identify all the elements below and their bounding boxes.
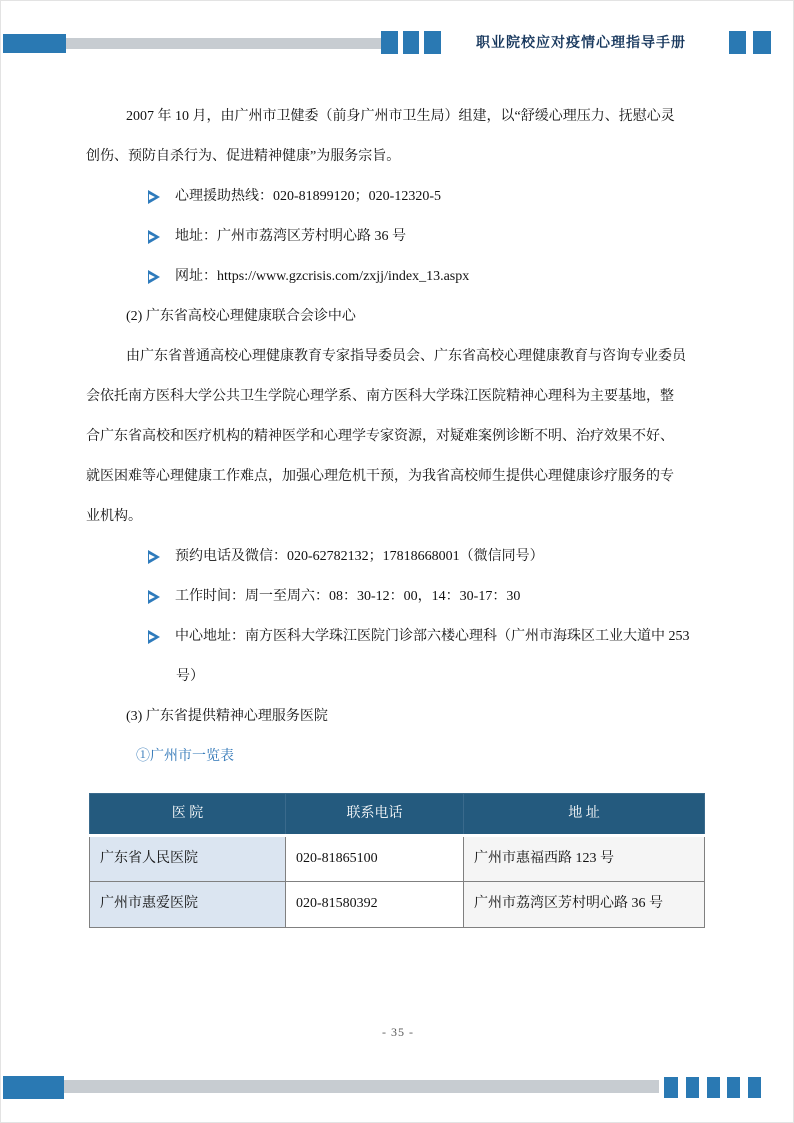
bullet-text: 心理援助热线：020-81899120；020-12320-5 <box>175 189 441 204</box>
table-row <box>90 836 705 882</box>
bullet-text: 中心地址：南方医科大学珠江医院门诊部六楼心理科（广州市海珠区工业大道中 253 <box>175 629 690 644</box>
section-heading-2: (2) 广东省高校心理健康联合会诊中心 <box>126 309 356 324</box>
footer-accent-square-icon <box>686 1077 699 1098</box>
bullet-item-work-hours <box>86 577 708 617</box>
arrow-bullet-icon <box>148 590 161 604</box>
bullet-text: 工作时间：周一至周六：08：30-12：00，14：30-17：30 <box>175 589 521 604</box>
address-cell: 广州市惠福西路 123 号 <box>464 836 705 882</box>
header-accent-square-icon <box>381 31 398 54</box>
footer-left-bar-icon <box>3 1076 64 1099</box>
page-number: - 35 - <box>382 1025 414 1039</box>
arrow-bullet-icon <box>148 550 161 564</box>
bullet-item-website <box>86 257 708 297</box>
body-content <box>86 97 708 928</box>
paragraph-line: 创伤、预防自杀行为、促进精神健康”为服务宗旨。 <box>86 149 401 164</box>
header-accent-square-icon <box>753 31 771 54</box>
footer-accent-square-icon <box>707 1077 720 1098</box>
address-cell: 广州市荔湾区芳村明心路 36 号 <box>464 882 705 928</box>
col-header-hospital: 医 院 <box>90 794 286 836</box>
footer-accent-square-icon <box>664 1077 678 1098</box>
header-left-bar-icon <box>3 34 66 53</box>
bullet-text: 网址：https://www.gzcrisis.com/zxjj/index_13.aspx <box>175 269 470 284</box>
footer-accent-square-icon <box>727 1077 740 1098</box>
paragraph-line: 合广东省高校和医疗机构的精神医学和心理学专家资源，对疑难案例诊断不明、治疗效果不好、 <box>86 429 674 444</box>
bullet-continuation-line: 号） <box>176 669 204 684</box>
footer-accent-square-icon <box>748 1077 761 1098</box>
col-header-address: 地 址 <box>464 794 705 836</box>
bullet-item-booking-phone <box>86 537 708 577</box>
header-gray-rule <box>66 38 381 49</box>
paragraph-line: 2007 年 10 月，由广州市卫健委（前身广州市卫生局）组建，以“舒缓心理压力、抚慰心灵 <box>126 109 675 124</box>
header-accent-square-icon <box>403 31 419 54</box>
arrow-bullet-icon <box>148 230 161 244</box>
hospital-name-cell: 广东省人民医院 <box>90 836 286 882</box>
paragraph-line: 由广东省普通高校心理健康教育专家指导委员会、广东省高校心理健康教育与咨询专业委员 <box>126 349 686 364</box>
bullet-item-center-address <box>86 617 708 657</box>
footer-gray-rule <box>64 1080 659 1093</box>
phone-cell: 020-81580392 <box>286 882 464 928</box>
bullet-text: 地址：广州市荔湾区芳村明心路 36 号 <box>175 229 406 244</box>
paragraph-line: 就医困难等心理健康工作难点，加强心理危机干预，为我省高校师生提供心理健康诊疗服务的专 <box>86 469 674 484</box>
header-accent-square-icon <box>729 31 746 54</box>
bullet-item-address <box>86 217 708 257</box>
table-header-row <box>90 794 705 836</box>
header-accent-square-icon <box>424 31 441 54</box>
arrow-bullet-icon <box>148 630 161 644</box>
paragraph-line: 会依托南方医科大学公共卫生学院心理学系、南方医科大学珠江医院精神心理科为主要基地，整 <box>86 389 674 404</box>
hospital-table <box>89 793 705 928</box>
paragraph-line: 业机构。 <box>86 509 142 524</box>
document-header-title: 职业院校应对疫情心理指导手册 <box>476 34 686 50</box>
arrow-bullet-icon <box>148 270 161 284</box>
hospital-name-cell: 广州市惠爱医院 <box>90 882 286 928</box>
bullet-item-hotline <box>86 177 708 217</box>
table-row <box>90 882 705 928</box>
section-heading-3: (3) 广东省提供精神心理服务医院 <box>126 709 328 724</box>
arrow-bullet-icon <box>148 190 161 204</box>
table-caption: ①广州市一览表 <box>136 749 234 764</box>
phone-cell: 020-81865100 <box>286 836 464 882</box>
bullet-text: 预约电话及微信：020-62782132；17818668001（微信同号） <box>175 549 544 564</box>
col-header-phone: 联系电话 <box>286 794 464 836</box>
